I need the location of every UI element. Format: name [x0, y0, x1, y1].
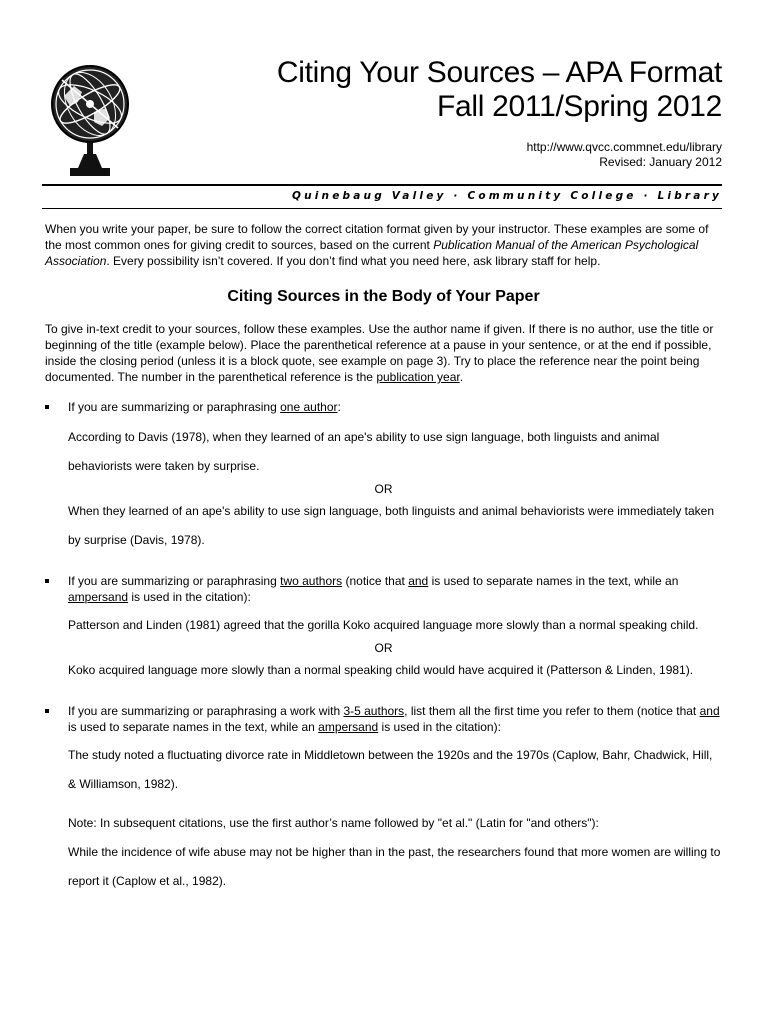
- bullet-text: If you are summarizing or paraphrasing: [68, 574, 281, 588]
- section-intro-end: .: [459, 370, 464, 384]
- bullet-marker: [45, 579, 49, 583]
- bullet-underline: and: [408, 574, 429, 588]
- section-intro-paragraph: [45, 321, 722, 385]
- bullet-underline: and: [699, 704, 720, 718]
- document-body: [45, 221, 722, 896]
- bullet-underline: ampersand: [68, 590, 129, 604]
- example-text: The study noted a fluctuating divorce rate in Middletown between the 1920s and the 1970s (Caplow, Bahr, Chadwick, Hill, & Williamson, 1982).: [68, 748, 713, 791]
- bullet-text: , list them all the first time you refer to them (notice that: [404, 704, 700, 718]
- intro-paragraph: [45, 221, 722, 269]
- example-text: When they learned of an ape's ability to use sign language, both linguists and animal behaviorists were immediately taken by surprise (Davis, 1978).: [68, 504, 715, 547]
- list-item: [45, 703, 722, 735]
- bullet-marker: [45, 709, 49, 713]
- header-rule-thin: [42, 208, 722, 209]
- section-intro-underline: publication year: [376, 370, 460, 384]
- bullet-text: (notice that: [342, 574, 409, 588]
- bullet-underline: one author: [280, 400, 338, 414]
- globe-icon: [44, 56, 136, 180]
- intro-italic: Publication Manual of the American Psychological Association: [45, 238, 699, 268]
- library-logo: [44, 56, 136, 180]
- bullet-text: is used to separate names in the text, while an: [68, 720, 319, 734]
- header-rule: [42, 184, 722, 186]
- bullet-text-end: is used in the citation):: [128, 590, 251, 604]
- list-item: [45, 573, 722, 605]
- intro-text-after: . Every possibility isn’t covered. If you don’t find what you need here, ask library staff for help.: [106, 254, 601, 268]
- bullet-text: If you are summarizing or paraphrasing a work with: [68, 704, 344, 718]
- example-text: Koko acquired language more slowly than a normal speaking child would have acquired it (Patterson & Linden, 1981).: [68, 663, 694, 677]
- note-text: Note: In subsequent citations, use the first author’s name followed by "et al." (Latin for "and others"):: [68, 816, 599, 830]
- revised-date: Revised: January 2012: [599, 155, 722, 169]
- title-line-2: Fall 2011/Spring 2012: [436, 90, 722, 123]
- or-separator: OR: [374, 482, 393, 496]
- example-text: According to Davis (1978), when they learned of an ape's ability to use sign language, both linguists and animal behaviorists were taken by surprise.: [68, 430, 660, 473]
- header-meta: [527, 140, 722, 170]
- library-url: http://www.qvcc.commnet.edu/library: [526, 140, 722, 154]
- intro-text: When you write your paper, be sure to follow the correct citation format given by your instructor. These examples are some of the most common ones for giving credit to sources, based on the current: [45, 222, 709, 252]
- college-name: Quinebaug Valley · Community College · Library: [291, 190, 722, 202]
- bullet-marker: [45, 405, 49, 409]
- section-intro-text: To give in-text credit to your sources, follow these examples. Use the author name if given. If there is no author, use the title or beginning of the title (example below). Place the parenthetical reference at a pause in your sentence, or at the end if possible, inside the closing period (unless it is a block quote, see example on page 3). Try to place the reference near the point being documented. The number in the parenthetical reference is the: [45, 322, 714, 384]
- or-separator: OR: [374, 641, 393, 655]
- list-item: [45, 399, 722, 415]
- section-heading: Citing Sources in the Body of Your Paper: [227, 288, 540, 305]
- bullet-underline: ampersand: [318, 720, 379, 734]
- title-line-1: Citing Your Sources – APA Format: [276, 56, 722, 89]
- example-text: Patterson and Linden (1981) agreed that the gorilla Koko acquired language more slowly than a normal speaking child.: [68, 618, 699, 632]
- bullet-underline: 3-5 authors: [343, 704, 405, 718]
- page-title: [277, 56, 722, 124]
- bullet-text: is used to separate names in the text, while an: [428, 574, 679, 588]
- example-text: While the incidence of wife abuse may not be higher than in the past, the researchers found that more women are willing to report it (Caplow et al., 1982).: [68, 845, 721, 888]
- bullet-underline: two authors: [280, 574, 343, 588]
- bullet-text: If you are summarizing or paraphrasing: [68, 400, 281, 414]
- bullet-text-end: :: [337, 400, 341, 414]
- bullet-text-end: is used in the citation):: [378, 720, 501, 734]
